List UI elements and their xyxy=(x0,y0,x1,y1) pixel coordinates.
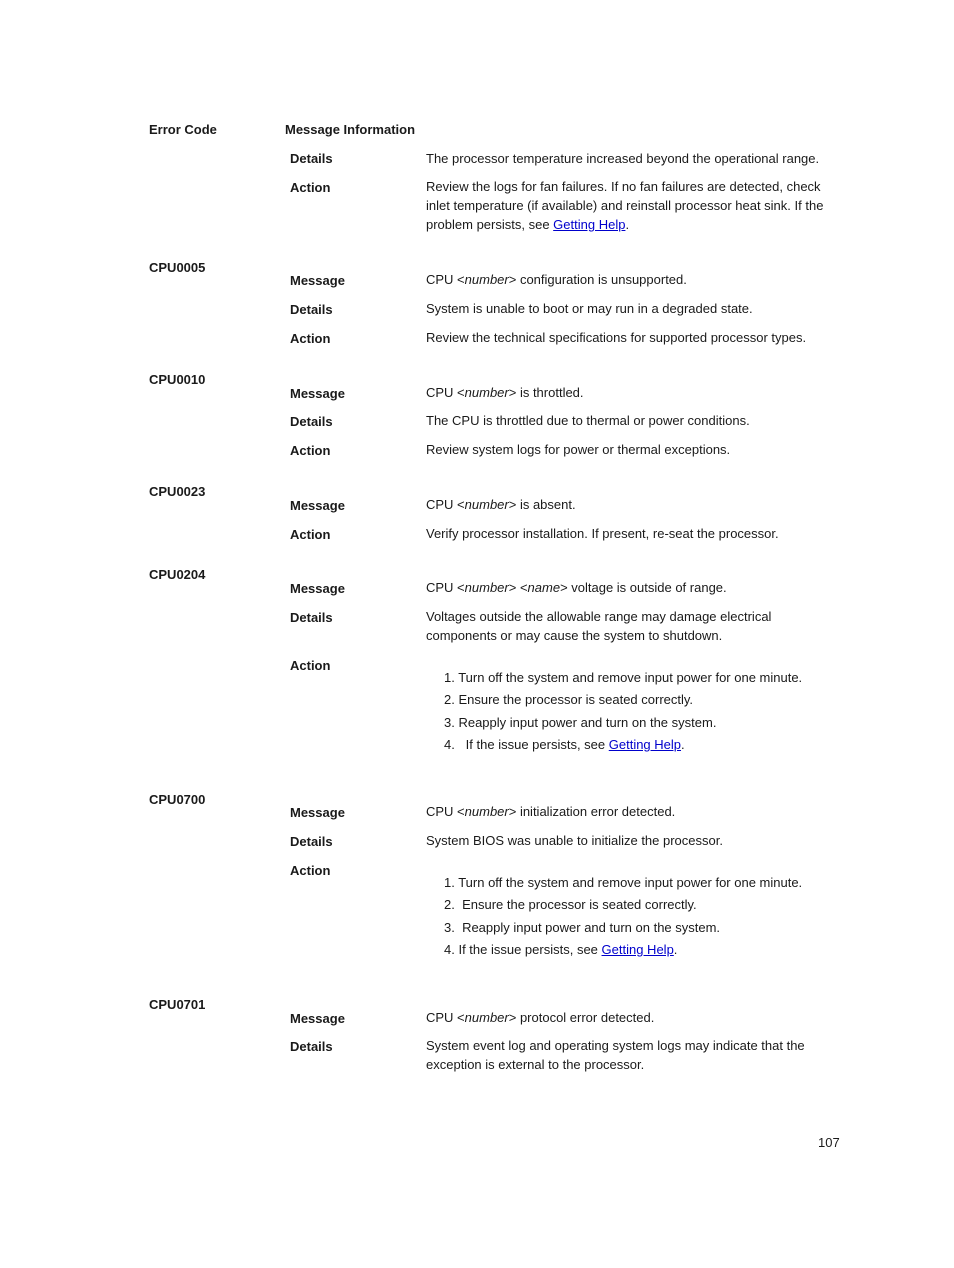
message-text: CPU <number> protocol error detected. xyxy=(426,1010,655,1025)
list-item: 3. Reapply input power and turn on the system. xyxy=(444,920,721,935)
action-label: Action xyxy=(290,180,331,195)
column-header-error-code: Error Code xyxy=(149,122,217,137)
action-label: Action xyxy=(290,658,331,673)
action-text: Verify processor installation. If present, re-seat the processor. xyxy=(426,526,779,541)
error-code-cpu0005: CPU0005 xyxy=(149,260,206,275)
list-item: 1. Turn off the system and remove input power for one minute. xyxy=(444,670,803,685)
action-label: Action xyxy=(290,863,331,878)
message-label: Message xyxy=(290,805,345,820)
details-text: The CPU is throttled due to thermal or power conditions. xyxy=(426,413,750,428)
list-item: 1. Turn off the system and remove input power for one minute. xyxy=(444,875,803,890)
error-code-cpu0010: CPU0010 xyxy=(149,372,206,387)
details-text: Voltages outside the allowable range may damage electrical components or may cause the system to shutdown. xyxy=(426,609,772,643)
details-label: Details xyxy=(290,302,333,317)
message-label: Message xyxy=(290,581,345,596)
list-item: 4. If the issue persists, see Getting Help. xyxy=(444,737,685,752)
page-number: 107 xyxy=(818,1135,840,1150)
details-text: System BIOS was unable to initialize the processor. xyxy=(426,833,723,848)
getting-help-link[interactable]: Getting Help xyxy=(553,217,626,232)
message-label: Message xyxy=(290,386,345,401)
details-text: System event log and operating system logs may indicate that the exception is external to the processor. xyxy=(426,1038,805,1072)
action-text: Review system logs for power or thermal exceptions. xyxy=(426,442,731,457)
error-code-cpu0204: CPU0204 xyxy=(149,567,206,582)
action-label: Action xyxy=(290,331,331,346)
action-label: Action xyxy=(290,527,331,542)
error-code-cpu0023: CPU0023 xyxy=(149,484,206,499)
message-text: CPU <number> initialization error detected. xyxy=(426,804,676,819)
details-text: The processor temperature increased beyond the operational range. xyxy=(426,151,820,166)
message-label: Message xyxy=(290,273,345,288)
getting-help-link[interactable]: Getting Help xyxy=(601,942,674,957)
action-text: Review the technical specifications for supported processor types. xyxy=(426,330,807,345)
list-item: 4. If the issue persists, see Getting Help. xyxy=(444,942,678,957)
error-code-cpu0701: CPU0701 xyxy=(149,997,206,1012)
message-text: CPU <number> is absent. xyxy=(426,497,576,512)
message-label: Message xyxy=(290,498,345,513)
list-item: 2. Ensure the processor is seated correctly. xyxy=(444,897,697,912)
action-text: Review the logs for fan failures. If no fan failures are detected, check inlet temperature (if available) and reinstall processor heat sink. If the problem persists, see Getting Help. xyxy=(426,179,824,232)
column-header-message-information: Message Information xyxy=(285,122,416,137)
message-text: CPU <number> configuration is unsupported. xyxy=(426,272,687,287)
details-label: Details xyxy=(290,834,333,849)
getting-help-link[interactable]: Getting Help xyxy=(608,737,682,752)
message-text: CPU <number> is throttled. xyxy=(426,385,584,400)
details-label: Details xyxy=(290,610,333,625)
action-label: Action xyxy=(290,443,331,458)
list-item: 2. Ensure the processor is seated correctly. xyxy=(444,692,694,707)
error-code-cpu0700: CPU0700 xyxy=(149,792,206,807)
message-label: Message xyxy=(290,1011,345,1026)
details-label: Details xyxy=(290,1039,333,1054)
details-label: Details xyxy=(290,151,333,166)
details-text: System is unable to boot or may run in a degraded state. xyxy=(426,301,753,316)
details-label: Details xyxy=(290,414,333,429)
list-item: 3. Reapply input power and turn on the system. xyxy=(444,715,717,730)
message-text: CPU <number> <name> voltage is outside of range. xyxy=(426,580,727,595)
